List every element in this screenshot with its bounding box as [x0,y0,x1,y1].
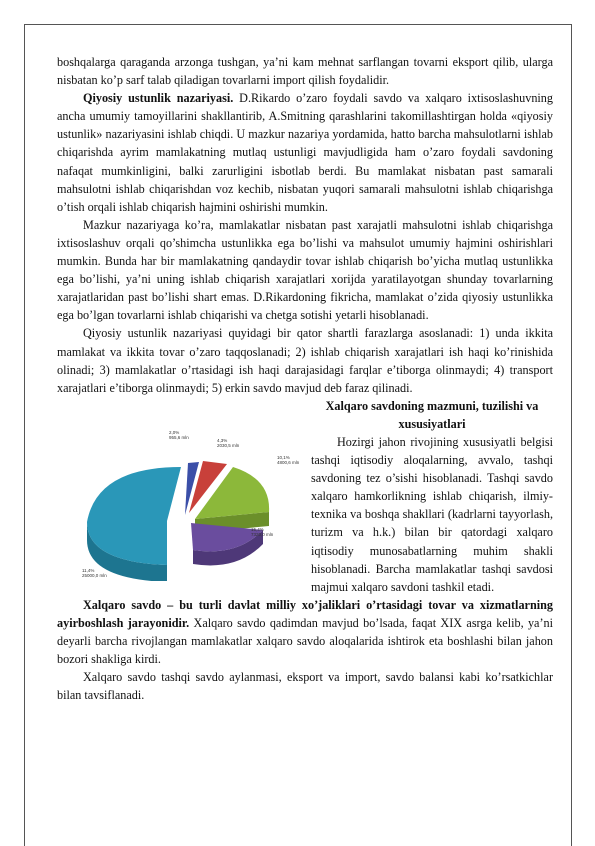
pie-chart-svg [57,397,305,581]
section-title: Xalqaro savdoning mazmuni, tuzilishi va xususiyatlari [325,398,539,431]
paragraph-6-text: Xalqaro savdo qadimdan mavjud bo’lsada, faqat XIX asrga kelib, ya’ni deyarli barcha rivojlangan mamlakatlar xalqaro savdo aloqalarida ishtirok eta boshlashi bilan jahon bozori shakliga kirdi. [57,615,553,667]
heading-comparative-advantage: Qiyosiy ustunlik nazariyasi. [83,91,234,106]
paragraph-4: Qiyosiy ustunlik nazariyasi quyidagi bir qator shartli farazlarga asoslanadi: 1) unda ikkita mamlakat va ikkita tovar o’zaro taqqoslanadi; 2) ishlab chiqarish xarajatlari ish haqi ko’rinishida olinadi; 3) mamlakatlar o’rtasidagi ish haqi darajasidagi farqlar e’tiborga olinmaydi; 4) transport xarajatlari e’tiborga olinmaydi; 5) erkin savdo mavjud deb faraz qilinadi. [57,326,553,395]
paragraph-2-text: D.Rikardo o’zaro foydali savdo va xalqaro ixtisoslashuvning ancha umumiy tamoyillarini shakllantirib, A.Smitning qarashlarini takomillashtirgan holda «qiyosiy ustunlik» nazariyasini ishlab chiqdi. U mazkur nazariya yordamida, hatto barcha mahsulotlarni ishlab chiqarishda ayrim mamlakatning mutlaq ustunligi mavjudligida ham o’zaro foydali savdoning nafaqat mumkinligini, balki zarurligini isbotlab berdi. Bu mamlakat nisbatan past samarali mahsulotni ishlab chiqarishdan voz kechib, nisbatan yuqori samarali mahsulotni ishlab chiqarishga o’tish orqali ishlab chiqarish hajmini oshirishi mumkin. [57,91,553,214]
document-body [57,53,553,704]
paragraph-2 [57,89,553,216]
paragraph-1: boshqalarga qaraganda arzonga tushgan, ya’ni kam mehnat sarflangan tovarni eksport qilib, ularga nisbatan ko’p sarf talab qiladigan tovarlarni import qilish foydalidir. [57,55,553,88]
paragraph-6 [57,596,553,668]
paragraph-5: Hozirgi jahon rivojining xususiyatli belgisi tashqi iqtisodiy aloqalarning, avvalo, tashqi savdoning tez o’sishi hisoblanadi. Tashqi savdo xalqaro hamkorlikning ishlab chiqarish, ilmiy-texnika va boshqa shakllari (kadrlarni tayyorlash, turizm va h.k.) bilan bir qatordagi xalqaro iqtisodiy munosabatlarning muhim shakli hisoblanadi. Barcha mamlakatlar tashqi savdosi majmui xalqaro savdoni tashkil etadi. [311,434,553,594]
chart-label-purple: 15,4% 7320,0 mln [251,526,274,537]
chart-label-green: 10,1% 4800,6 mln [277,454,300,465]
definition-international-trade: Xalqaro savdo – bu turli davlat milliy xo’jaliklari o’rtasidagi tovar va xizmatlarning ayirboshlash jarayonidir. [57,597,553,630]
pie-chart [57,397,305,581]
paragraph-3: Mazkur nazariyaga ko’ra, mamlakatlar nisbatan past xarajatli mahsulotni ishlab chiqarishga ixtisoslashuv orqali qo’shimcha ustunlikka ega bo’lishi va mahsulot umumiy hajmini oshirishlari mumkin. Bunda har bir mamlakatning qandaydir tovar ishlab chiqarish bo’yicha mutlaq ustunlikka ega bo’lishi, ya’ni uning ishlab chiqarish xarajatlari xorijda yaratilayotgan shunday tovarlarning xarajatlaridan past bo’lishi shart emas. D.Rikardoning fikricha, mamlakat o’zida qiyosiy ustunlikka ega bo’lgan tovarlarni ishlab chiqarishi va chetga sotishi yetarli hisoblanadi. [57,217,553,323]
paragraph-7: Xalqaro savdo tashqi savdo aylanmasi, eksport va import, savdo balansi kabi ko’rsatkichlar bilan tavsiflanadi. [57,670,553,703]
chart-label-teal: 11,4% 25000,0 mln [82,567,107,578]
chart-label-top: 2,0% 955,6 mln [169,429,189,440]
chart-section [57,397,553,596]
chart-label-red: 4,3% 2030,5 mln [217,437,240,448]
